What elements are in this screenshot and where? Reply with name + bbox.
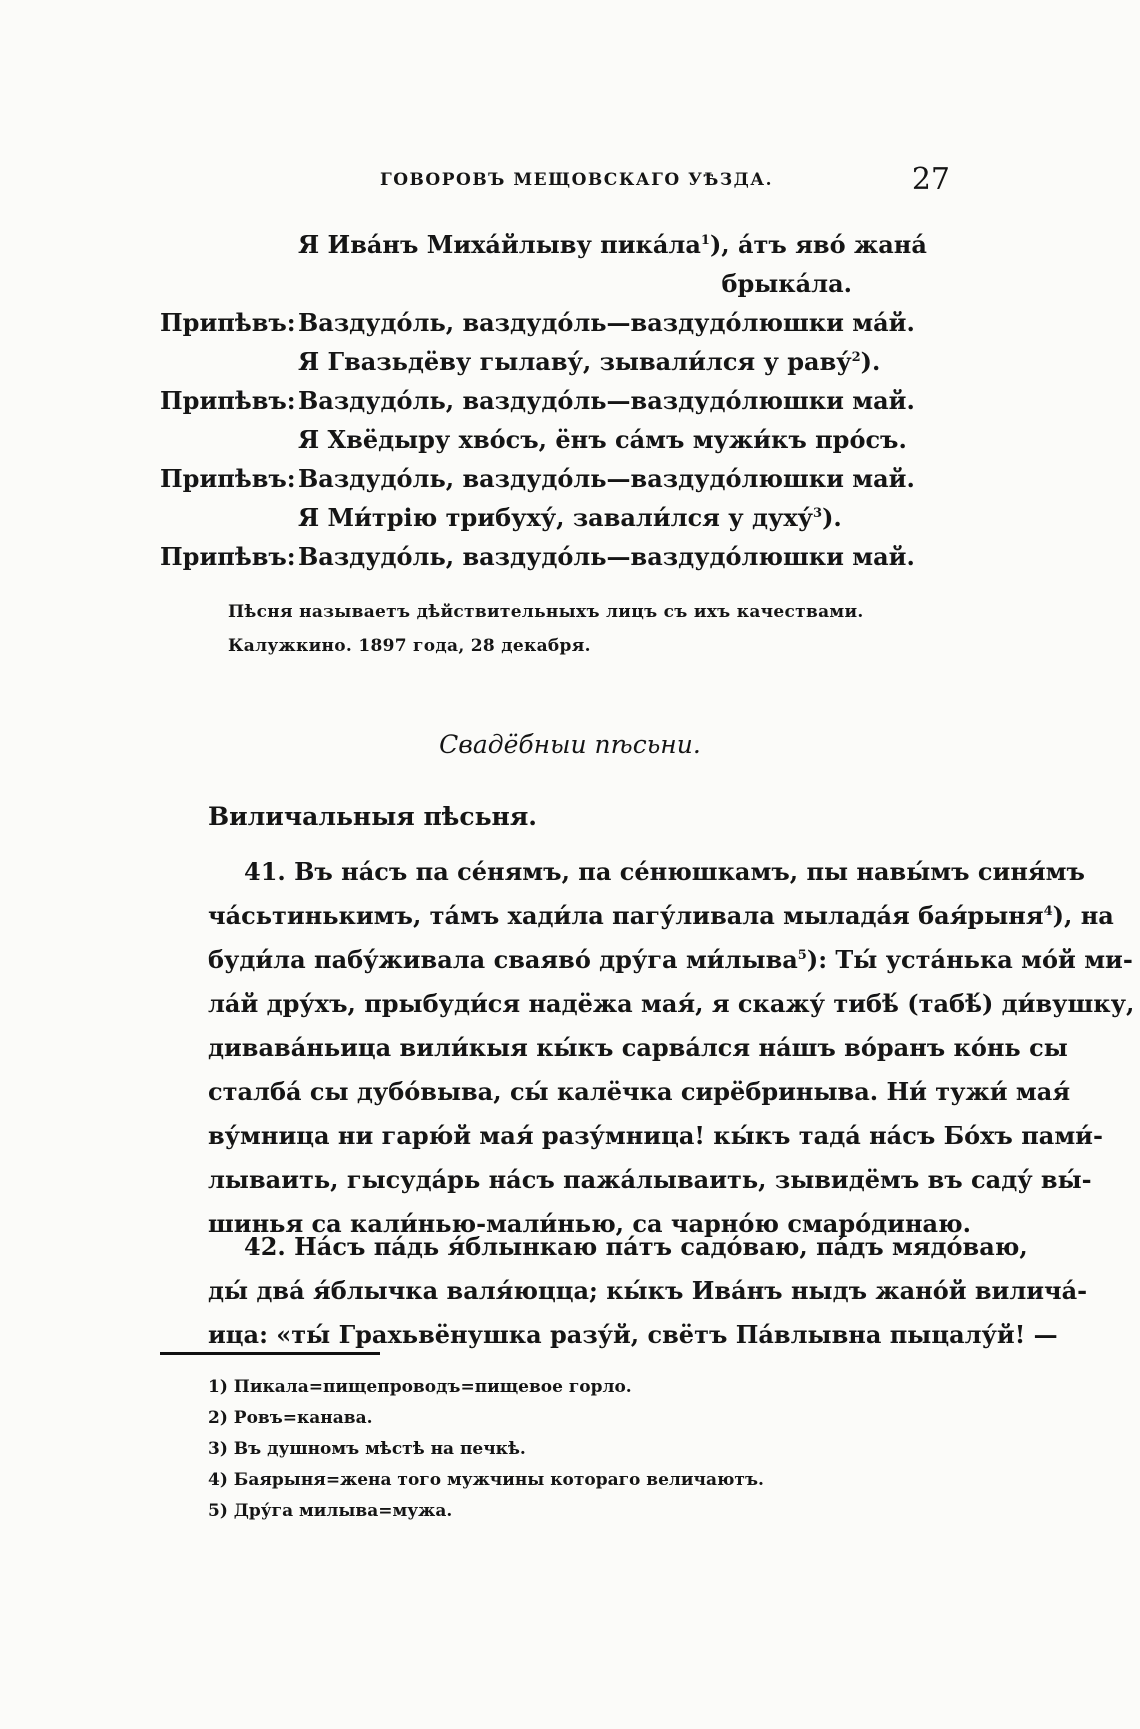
footnote: 4) Баярыня=жена того мужчины котораго величаютъ. bbox=[208, 1470, 764, 1490]
verse-text-tail: ). bbox=[860, 347, 881, 376]
footnote-ref: 2 bbox=[851, 350, 861, 365]
page-header bbox=[380, 162, 950, 202]
verse-line bbox=[160, 264, 860, 303]
footnote-ref: 4 bbox=[1043, 904, 1053, 919]
footnote-ref: 1 bbox=[700, 233, 710, 248]
paragraph-line: дивава́ньица вили́кыя кы́къ сарва́лся на́шъ во́ранъ ко́нь сы bbox=[208, 1033, 1068, 1062]
footnote: 5) Дру́га милыва=мужа. bbox=[208, 1501, 453, 1521]
paragraph-line: шинья са кали́нью-мали́нью, са чарно́ю смаро́динаю. bbox=[208, 1209, 972, 1238]
page-number: 27 bbox=[911, 162, 950, 197]
verse-text: Я Ми́трію трибуху́, завали́лся у духу́ bbox=[298, 503, 814, 532]
verse-line bbox=[160, 342, 881, 381]
verse-text: Ваздудо́ль, ваздудо́ль—ваздудо́люшки май. bbox=[298, 464, 915, 493]
paragraph-line: ла́й дру́хъ, прыбуди́ся надёжа мая́, я скажу́ тибѣ́ (табѣ́) ди́вушку, bbox=[208, 989, 1135, 1018]
verse-text-tail: ). bbox=[822, 503, 842, 532]
subheading: Виличальныя пѣсьня. bbox=[208, 802, 538, 831]
verse-text: Ваздудо́ль, ваздудо́ль—ваздудо́люшки май. bbox=[298, 542, 915, 571]
footnote: 3) Въ душномъ мѣстѣ на печкѣ. bbox=[208, 1439, 526, 1459]
running-title: ГОВОРОВЪ МЕЩОВСКАГО УѢЗДА. bbox=[380, 170, 774, 190]
song-note: Пѣсня называетъ дѣйствительныхъ лицъ съ ихъ качествами. bbox=[228, 602, 864, 622]
paragraph-line: 42. На́съ па́дь я́блынкаю па́тъ садо́ваю, па́дъ мядо́ваю, bbox=[244, 1232, 1028, 1261]
song-source: Калужкино. 1897 года, 28 декабря. bbox=[228, 636, 591, 656]
verse-text: Вaздудо́ль, ваздудо́ль—ваздудо́люшки мáй. bbox=[298, 308, 915, 337]
section-title: Свадёбныи пѣсьни. bbox=[439, 730, 701, 759]
verse-text-tail: ), а́тъ яво́ жана́ bbox=[709, 230, 927, 259]
footnote-divider bbox=[160, 1352, 380, 1355]
verse-text: брыка́ла. bbox=[721, 269, 852, 298]
verse-line bbox=[160, 459, 915, 498]
verse-text: Я Гвазьдёву гылаву́, зывали́лся у раву́ bbox=[298, 347, 852, 376]
footnote-ref: 3 bbox=[813, 506, 823, 521]
paragraph-line: сталба́ сы дубо́вывa, сы́ калёчка сирёбринывa. Ни́ тужи́ мая́ bbox=[208, 1077, 1071, 1106]
verse-text: Я Ива́нъ Миха́йлыву пика́ла bbox=[298, 230, 701, 259]
paragraph-line: ча́сьтинькимъ, та́мъ хади́ла пагу́ливала мылада́я бая́рыня$^4$), на bbox=[208, 901, 1114, 930]
paragraph-line: ды́ два́ я́блычка валя́юцца; кы́къ Ива́нъ ныдъ жано́й вилича́- bbox=[208, 1276, 1088, 1305]
song-verse bbox=[160, 225, 927, 576]
paragraph-line: 41. Въ на́съ па се́нямъ, па се́нюшкамъ, пы навы́мъ синя́мъ bbox=[244, 857, 1085, 886]
refrain-tag: Припѣвъ: bbox=[160, 308, 296, 337]
verse-text: Я Хвёдыру хво́съ, ёнъ са́мъ мужи́къ про́съ. bbox=[298, 425, 907, 454]
footnote: 2) Ровъ=канава. bbox=[208, 1408, 373, 1428]
footnote-ref: 5 bbox=[797, 948, 807, 963]
paragraph-line: лываить, гысуда́рь на́съ пажа́лываить, зывидёмъ въ саду́ вы́- bbox=[208, 1165, 1092, 1194]
verse-line bbox=[160, 303, 915, 342]
verse-line bbox=[160, 381, 915, 420]
paragraph-line: ица: «ты́ Грахьвёнушка разу́й, свётъ Па́влывна пыцалу́й! — bbox=[208, 1320, 1058, 1349]
paragraph-line: буди́ла пабу́живала сваяво́ дру́га ми́лыва$^5$): Ты́ уста́нька мо́й ми- bbox=[208, 945, 1133, 974]
paragraph-41 bbox=[208, 850, 1135, 1246]
paragraph-42 bbox=[208, 1225, 1088, 1357]
refrain-tag: Припѣвъ: bbox=[160, 386, 296, 415]
verse-line bbox=[160, 498, 860, 537]
verse-line bbox=[160, 537, 915, 576]
verse-line bbox=[160, 225, 927, 264]
refrain-tag: Припѣвъ: bbox=[160, 542, 296, 571]
footnote: 1) Пикала=пищепроводъ=пищевое горло. bbox=[208, 1377, 632, 1397]
verse-line bbox=[160, 420, 907, 459]
refrain-tag: Припѣвъ: bbox=[160, 464, 296, 493]
footnotes bbox=[208, 1372, 908, 1527]
verse-text: Ваздудо́ль, ваздудо́ль—ваздудо́люшки май. bbox=[298, 386, 915, 415]
paragraph-line: ву́мница ни гарю́й мая́ разу́мница! кы́къ тада́ на́съ Бо́хъ пами́- bbox=[208, 1121, 1103, 1150]
